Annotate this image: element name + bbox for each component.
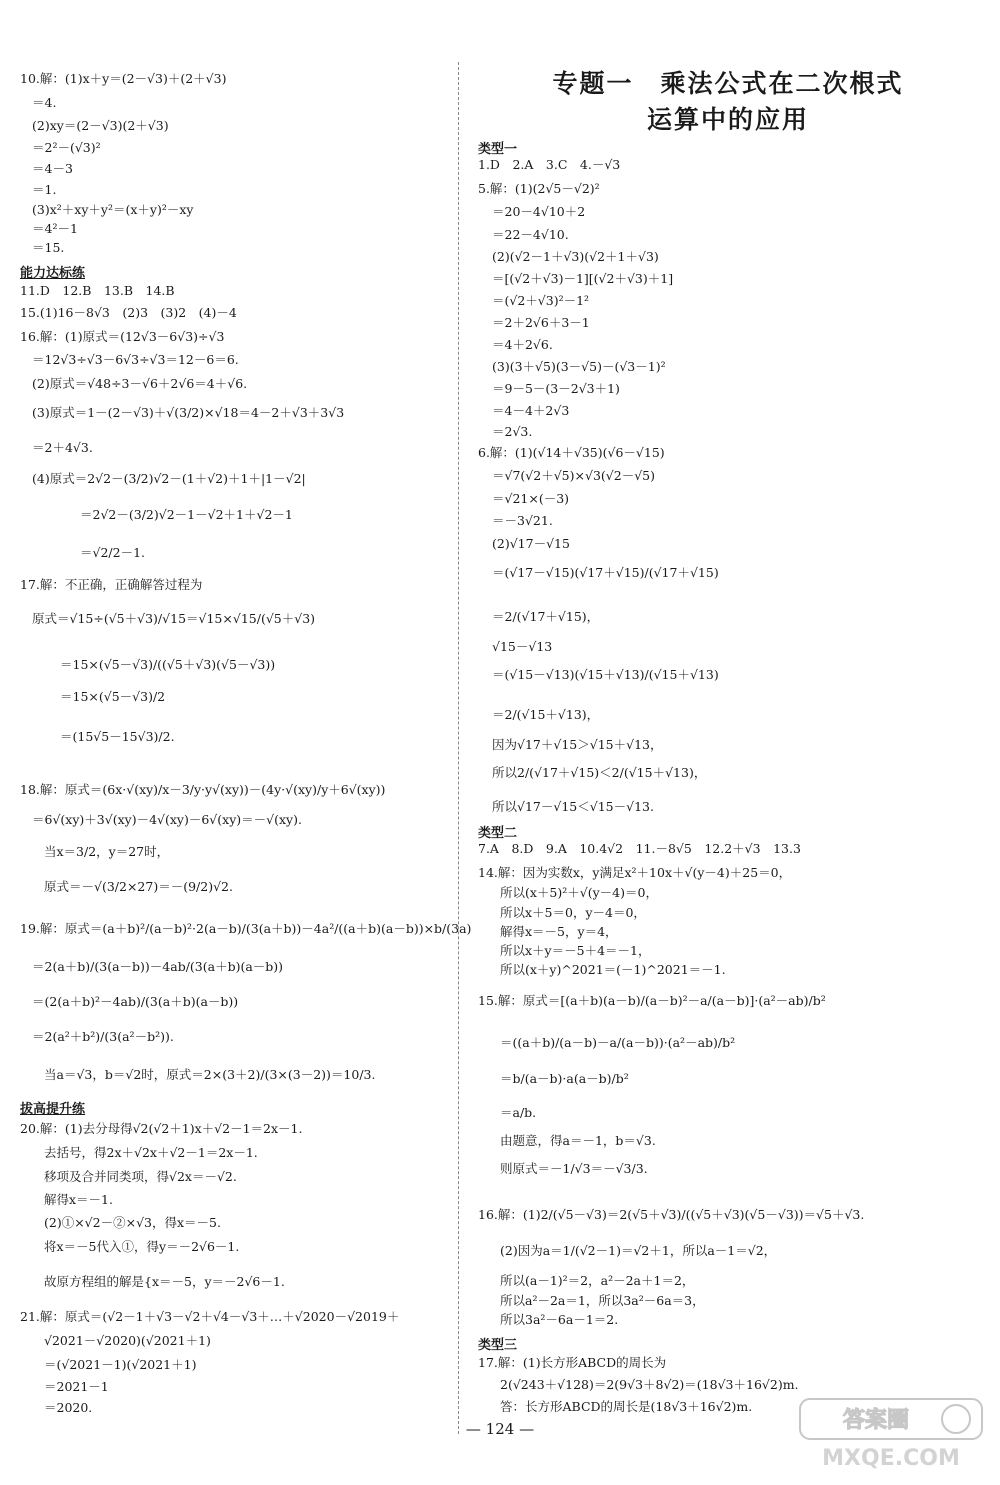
answer-line: ＝4. — [32, 95, 57, 110]
answer-line: ＝2√3. — [492, 424, 533, 439]
page-number: — 124 — — [465, 1420, 535, 1438]
answer-line: ＝(√2＋√3)²－1² — [492, 293, 590, 308]
answer-line: 所以a²－2a＝1，所以3a²－6a＝3， — [500, 1293, 705, 1308]
answer-line: (2)因为a＝1/(√2－1)＝√2＋1，所以a－1＝√2， — [500, 1243, 777, 1258]
answer-line: 1.D 2.A 3.C 4.－√3 — [478, 157, 621, 172]
answer-line: ＝6√(xy)＋3√(xy)－4√(xy)－6√(xy)＝－√(xy). — [32, 812, 302, 827]
answer-line: ＝1. — [32, 182, 57, 197]
answer-line: (4)原式＝2√2－(3/2)√2－(1＋√2)＋1＋|1－√2| — [32, 471, 306, 486]
answer-line: ＝15×(√5－√3)/((√5＋√3)(√5－√3)) — [60, 657, 276, 672]
answer-line: ＝(√2021－1)(√2021＋1) — [44, 1357, 197, 1372]
answer-line: 去括号，得2x＋√2x＋√2－1＝2x－1. — [44, 1145, 258, 1160]
answer-line: 当a＝√3，b＝√2时，原式＝2×(3＋2)/(3×(3－2))＝10/3. — [44, 1067, 376, 1082]
answer-line: ＝4－4＋2√3 — [492, 403, 570, 418]
answer-line: 解得x＝－1. — [44, 1192, 113, 1207]
answer-line: ＝((a＋b)/(a－b)－a/(a－b))·(a²－ab)/b² — [500, 1035, 736, 1050]
answer-line: ＝2²－(√3)² — [32, 140, 101, 155]
answer-line: ＝(2(a＋b)²－4ab)/(3(a＋b)(a－b)) — [32, 994, 239, 1009]
answer-line: (2)(√2－1＋√3)(√2＋1＋√3) — [492, 249, 659, 264]
answer-line: 20.解：(1)去分母得√2(√2＋1)x＋√2－1＝2x－1. — [20, 1121, 303, 1136]
answer-line: (2)xy＝(2－√3)(2＋√3) — [32, 118, 169, 133]
answer-line: ＝[(√2＋√3)－1][(√2＋√3)＋1] — [492, 271, 674, 286]
page-title: 专题一 乘法公式在二次根式 — [552, 69, 904, 98]
answer-line: 故原方程组的解是{x＝－5，y＝－2√6－1. — [44, 1274, 285, 1289]
answer-line: 7.A 8.D 9.A 10.4√2 11.－8√5 12.2＋√3 13.3 — [478, 841, 801, 856]
answer-line: ＝－3√21. — [492, 513, 553, 528]
answer-line: ＝2√2－(3/2)√2－1－√2＋1＋√2－1 — [80, 507, 293, 522]
answer-line: ＝20－4√10＋2 — [492, 204, 586, 219]
answer-line: ＝√21×(－3) — [492, 491, 570, 506]
answer-line: ＝(15√5－15√3)/2. — [60, 729, 175, 744]
answer-line: ＝2021－1 — [44, 1379, 109, 1394]
section-heading: 拔高提升练 — [20, 1102, 86, 1117]
answer-line: ＝√7(√2＋√5)×√3(√2－√5) — [492, 468, 655, 483]
answer-line: 原式＝√15÷(√5＋√3)/√15＝√15×√15/(√5＋√3) — [32, 611, 316, 626]
answer-line: 将x＝－5代入①，得y＝－2√6－1. — [44, 1239, 240, 1254]
answer-line: 当x＝3/2，y＝27时， — [44, 844, 170, 859]
answer-line: ＝9－5－(3－2√3＋1) — [492, 381, 620, 396]
answer-line: ＝2(a＋b)/(3(a－b))－4ab/(3(a＋b)(a－b)) — [32, 959, 284, 974]
answer-line: ＝2020. — [44, 1400, 93, 1415]
watermark-logo — [796, 1395, 986, 1473]
answer-line: 14.解：因为实数x，y满足x²＋10x＋√(y－4)＋25＝0， — [478, 865, 792, 880]
answer-line: 16.解：(1)原式＝(12√3－6√3)÷√3 — [20, 329, 225, 344]
answer-line: ＝22－4√10. — [492, 227, 569, 242]
section-heading: 能力达标练 — [20, 266, 86, 281]
page-title-line2: 运算中的应用 — [646, 105, 809, 134]
answer-line: 所以(x＋5)²＋√(y－4)＝0， — [500, 885, 658, 900]
answer-line: √15－√13 — [492, 639, 553, 654]
watermark-icon — [796, 1395, 986, 1473]
section-heading: 类型一 — [478, 142, 518, 157]
section-heading: 类型三 — [478, 1338, 518, 1353]
answer-line: ＝4－3 — [32, 161, 73, 176]
answer-line: ＝(√15－√13)(√15＋√13)/(√15＋√13) — [492, 667, 719, 682]
answer-line: ＝2＋2√6＋3－1 — [492, 315, 590, 330]
section-heading: 类型二 — [478, 826, 518, 841]
answer-line: 5.解：(1)(2√5－√2)² — [478, 181, 600, 196]
answer-line: 15.(1)16－8√3 (2)3 (3)2 (4)－4 — [20, 305, 237, 320]
answer-line: 11.D 12.B 13.B 14.B — [20, 283, 175, 298]
watermark-brand: 答案圈 — [842, 1408, 910, 1433]
answer-line: ＝4²－1 — [32, 221, 78, 236]
answer-line: (3)x²＋xy＋y²＝(x＋y)²－xy — [32, 202, 194, 217]
answer-line: 17.解：(1)长方形ABCD的周长为 — [478, 1355, 667, 1370]
answer-line: ＝12√3÷√3－6√3÷√3＝12－6＝6. — [32, 352, 239, 367]
answer-line: (2)原式＝√48÷3－√6＋2√6＝4＋√6. — [32, 376, 248, 391]
column-divider — [458, 62, 459, 1434]
answer-line: 因为√17＋√15＞√15＋√13， — [492, 737, 663, 752]
answer-line: (3)(3＋√5)(3－√5)－(√3－1)² — [492, 359, 666, 374]
answer-line: 18.解：原式＝(6x·√(xy)/x－3/y·y√(xy))－(4y·√(xy)/y＋6√(xy)) — [20, 782, 386, 797]
answer-line: 19.解：原式＝(a＋b)²/(a－b)²·2(a－b)/(3(a＋b))－4a²/((a＋b)(a－b))×b/(3a) — [20, 921, 472, 936]
answer-line: 所以(a－1)²＝2，a²－2a＋1＝2， — [500, 1273, 695, 1288]
answer-line: 所以2/(√17＋√15)＜2/(√15＋√13)， — [492, 765, 707, 780]
watermark-site: MXQE.COM — [822, 1446, 960, 1471]
answer-line: 2(√243＋√128)＝2(9√3＋8√2)＝(18√3＋16√2)m. — [500, 1377, 799, 1392]
answer-line: 原式＝－√(3/2×27)＝－(9/2)√2. — [44, 879, 233, 894]
answer-line: 移项及合并同类项，得√2x＝－√2. — [44, 1169, 237, 1184]
answer-line: 所以(x＋y)^2021＝(－1)^2021＝－1. — [500, 962, 726, 977]
answer-line: ＝√2/2－1. — [80, 545, 146, 560]
answer-line: ＝2/(√17＋√15)， — [492, 609, 600, 624]
answer-line: ＝15. — [32, 240, 65, 255]
answer-line: ＝b/(a－b)·a(a－b)/b² — [500, 1071, 629, 1086]
answer-line: 10.解：(1)x＋y＝(2－√3)＋(2＋√3) — [20, 71, 227, 86]
answer-line: ＝2＋4√3. — [32, 440, 93, 455]
answer-line: ＝2/(√15＋√13)， — [492, 707, 600, 722]
answer-line: 由题意，得a＝－1，b＝√3. — [500, 1133, 656, 1148]
answer-line: ＝4＋2√6. — [492, 337, 553, 352]
answer-line: (2)①×√2－②×√3，得x＝－5. — [44, 1215, 221, 1230]
answer-line: 17.解：不正确，正确解答过程为 — [20, 577, 203, 592]
answer-line: 所以√17－√15＜√15－√13. — [492, 799, 654, 814]
answer-line: 16.解：(1)2/(√5－√3)＝2(√5＋√3)/((√5＋√3)(√5－√3))＝√5＋√3. — [478, 1207, 865, 1222]
answer-line: (3)原式＝1－(2－√3)＋√(3/2)×√18＝4－2＋√3＋3√3 — [32, 405, 345, 420]
answer-line: 所以x＋5＝0，y－4＝0， — [500, 905, 646, 920]
answer-line: 所以3a²－6a－1＝2. — [500, 1312, 619, 1327]
answer-line: √2021－√2020)(√2021＋1) — [44, 1333, 211, 1348]
answer-line: 21.解：原式＝(√2－1＋√3－√2＋√4－√3＋…＋√2020－√2019＋ — [20, 1309, 400, 1324]
answer-line: (2)√17－√15 — [492, 536, 570, 551]
answer-line: 解得x＝－5，y＝4， — [500, 924, 618, 939]
answer-line: ＝15×(√5－√3)/2 — [60, 689, 166, 704]
answer-line: 答：长方形ABCD的周长是(18√3＋16√2)m. — [500, 1399, 753, 1414]
answer-line: 所以x＋y＝－5＋4＝－1， — [500, 943, 651, 958]
answer-line: ＝(√17－√15)(√17＋√15)/(√17＋√15) — [492, 565, 719, 580]
answer-line: ＝2(a²＋b²)/(3(a²－b²)). — [32, 1029, 174, 1044]
answer-line: 6.解：(1)(√14＋√35)(√6－√15) — [478, 445, 665, 460]
answer-line: ＝a/b. — [500, 1105, 537, 1120]
answer-line: 则原式＝－1/√3＝－√3/3. — [500, 1161, 648, 1176]
answer-line: 15.解：原式＝[(a＋b)(a－b)/(a－b)²－a/(a－b)]·(a²－ab)/b² — [478, 993, 826, 1008]
